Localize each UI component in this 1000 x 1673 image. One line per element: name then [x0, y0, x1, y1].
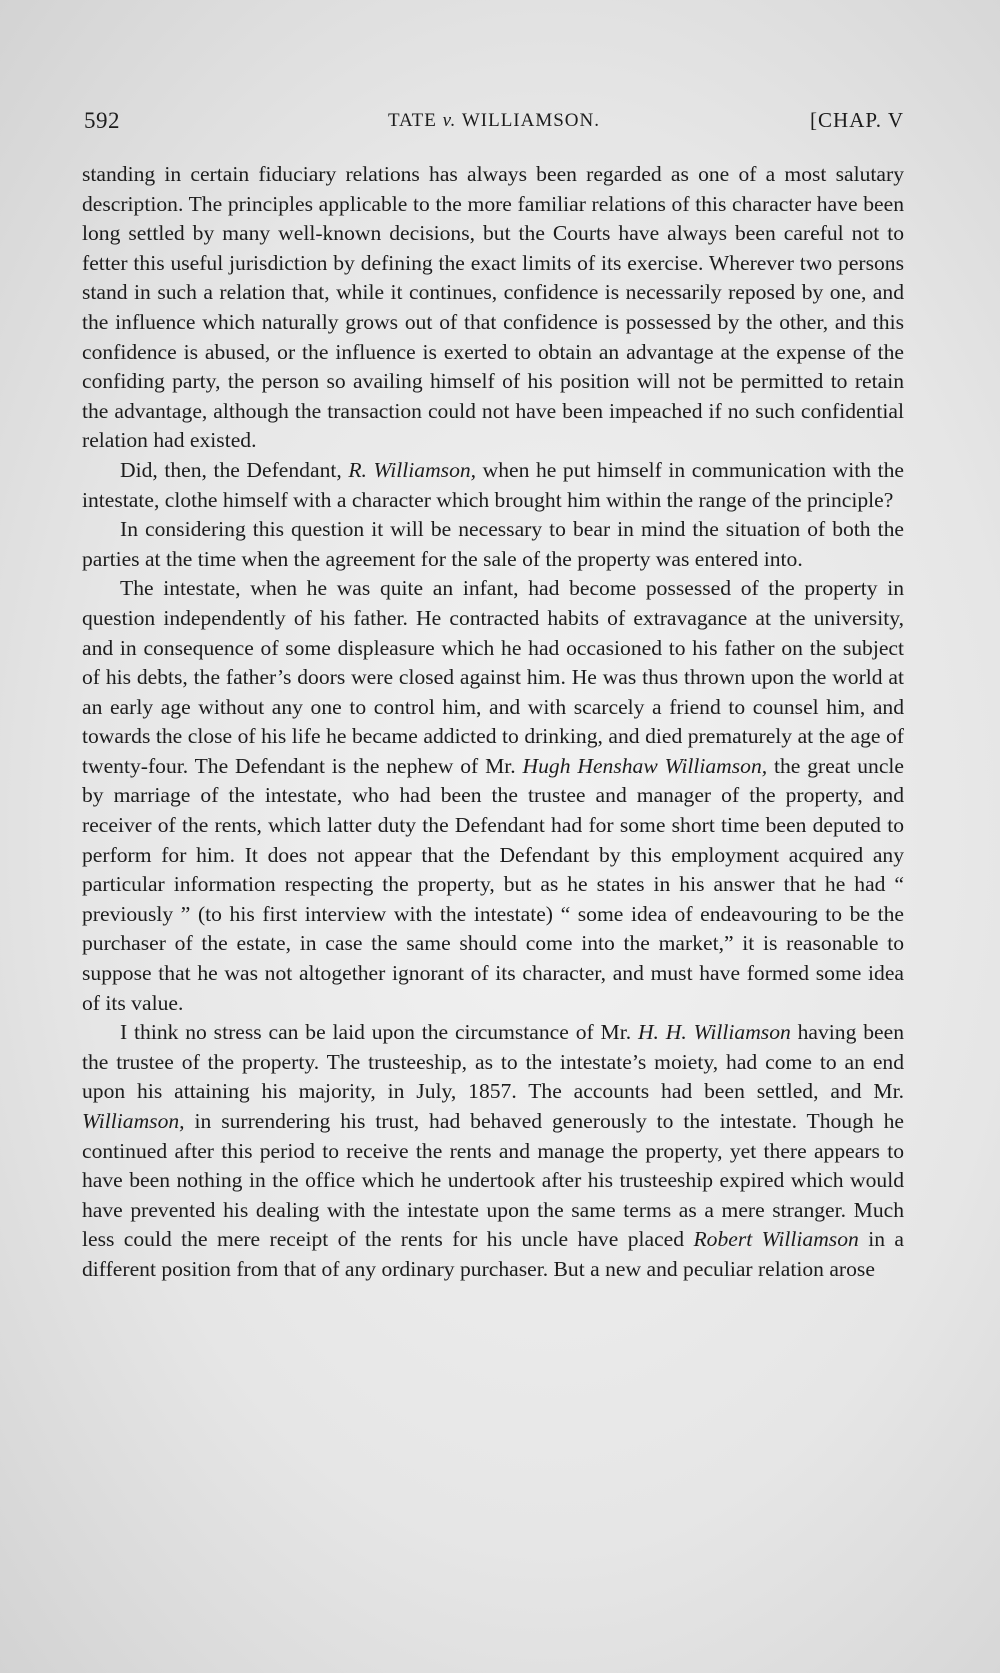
title-versus: v. — [442, 110, 457, 131]
paragraph-4 — [82, 574, 904, 1018]
paragraph-1: standing in certain fiduciary relations has always been regarded as one of a most salutary description. The principles applicable to the more familiar relations of this character have been long settled by many well-known decisions, but the Courts have always been careful not to fetter this useful jurisdiction by defining the exact limits of its exercise. Wherever two persons stand in such a relation that, while it continues, confidence is necessarily reposed by one, and the influence which naturally grows out of that confidence is possessed by the other, and this confidence is abused, or the influence is exerted to obtain an advantage at the expense of the confiding party, the person so availing himself of his position will not be permitted to retain the advantage, although the transaction could not have been impeached if no such confidential relation had existed. — [82, 162, 904, 453]
running-header — [84, 108, 904, 144]
chapter-label: [CHAP. V — [810, 108, 904, 132]
party-name: Hugh Henshaw Williamson, — [522, 753, 768, 778]
paragraph-5-text-b: having been the trustee of the property. The trusteeship, as to the intestate’s moiety, had come to an end upon his attaining his majority, in July, 1857. The accounts had been settled, and Mr. — [82, 1020, 904, 1104]
body-text — [82, 160, 904, 1285]
paragraph-5-text-a: I think no stress can be laid upon the circumstance of Mr. — [120, 1020, 638, 1045]
party-name: Williamson, — [82, 1109, 185, 1133]
party-name: H. H. Williamson — [637, 1020, 791, 1045]
page-number: 592 — [84, 108, 120, 133]
paragraph-4-text-b: the great uncle by marriage of the intestate, who had been the trustee and manager of the property, and receiver of the rents, which latter duty the Defendant had for some short time been deputed to perform for him. It does not appear that the Defendant by this employment acquired any particular information respecting the property, but as he states in his answer that he had “ previously ” (to his first interview with the intestate) “ some idea of endeavouring to be the purchaser of the estate, in case the same should come into the market,” it is reasonable to suppose that he was not altogether ignorant of its character, and must have formed some idea of its value. — [82, 753, 904, 1015]
paragraph-5-text-c: in surrendering his trust, had behaved generously to the intestate. Though he continued after this period to receive the rents and manage the property, yet there appears to have been nothing in the office which he undertook after his trusteeship expired which would have prevented his dealing with the intestate upon the same terms as a mere stranger. Much less could the mere receipt of the rents for his uncle have placed — [82, 1109, 904, 1252]
paragraph-3: In considering this question it will be necessary to bear in mind the situation of both the parties at the time when the agreement for the sale of the property was entered into. — [82, 517, 904, 571]
running-title — [84, 110, 904, 132]
party-name: Robert Williamson — [693, 1227, 859, 1252]
paragraph-2 — [82, 456, 904, 515]
paragraph-4-text-a: The intestate, when he was quite an infant, had become possessed of the property in question independently of his father. He contracted habits of extravagance at the university, and in consequence of some displeasure which he had occasioned to his father on the subject of his debts, the father’s doors were closed against him. He was thus thrown upon the world at an early age without any one to control him, and with scarcely a friend to counsel him, and towards the close of his life he became addicted to drinking, and died prematurely at the age of twenty-four. The Defendant is the nephew of Mr. — [82, 576, 904, 778]
title-right: WILLIAMSON. — [456, 110, 601, 131]
title-left: TATE — [387, 110, 443, 131]
party-name: R. Williamson, — [348, 457, 477, 482]
paragraph-5 — [82, 1018, 904, 1284]
paragraph-2-text-a: Did, then, the Defendant, — [120, 457, 349, 482]
paragraph-2-text-b: when he put himself in communication with the intestate, clothe himself with a character which brought him within the range of the principle? — [82, 457, 904, 512]
paragraph-5-text-d: in a different position from that of any ordinary purchaser. But a new and peculiar relation arose — [82, 1227, 904, 1281]
